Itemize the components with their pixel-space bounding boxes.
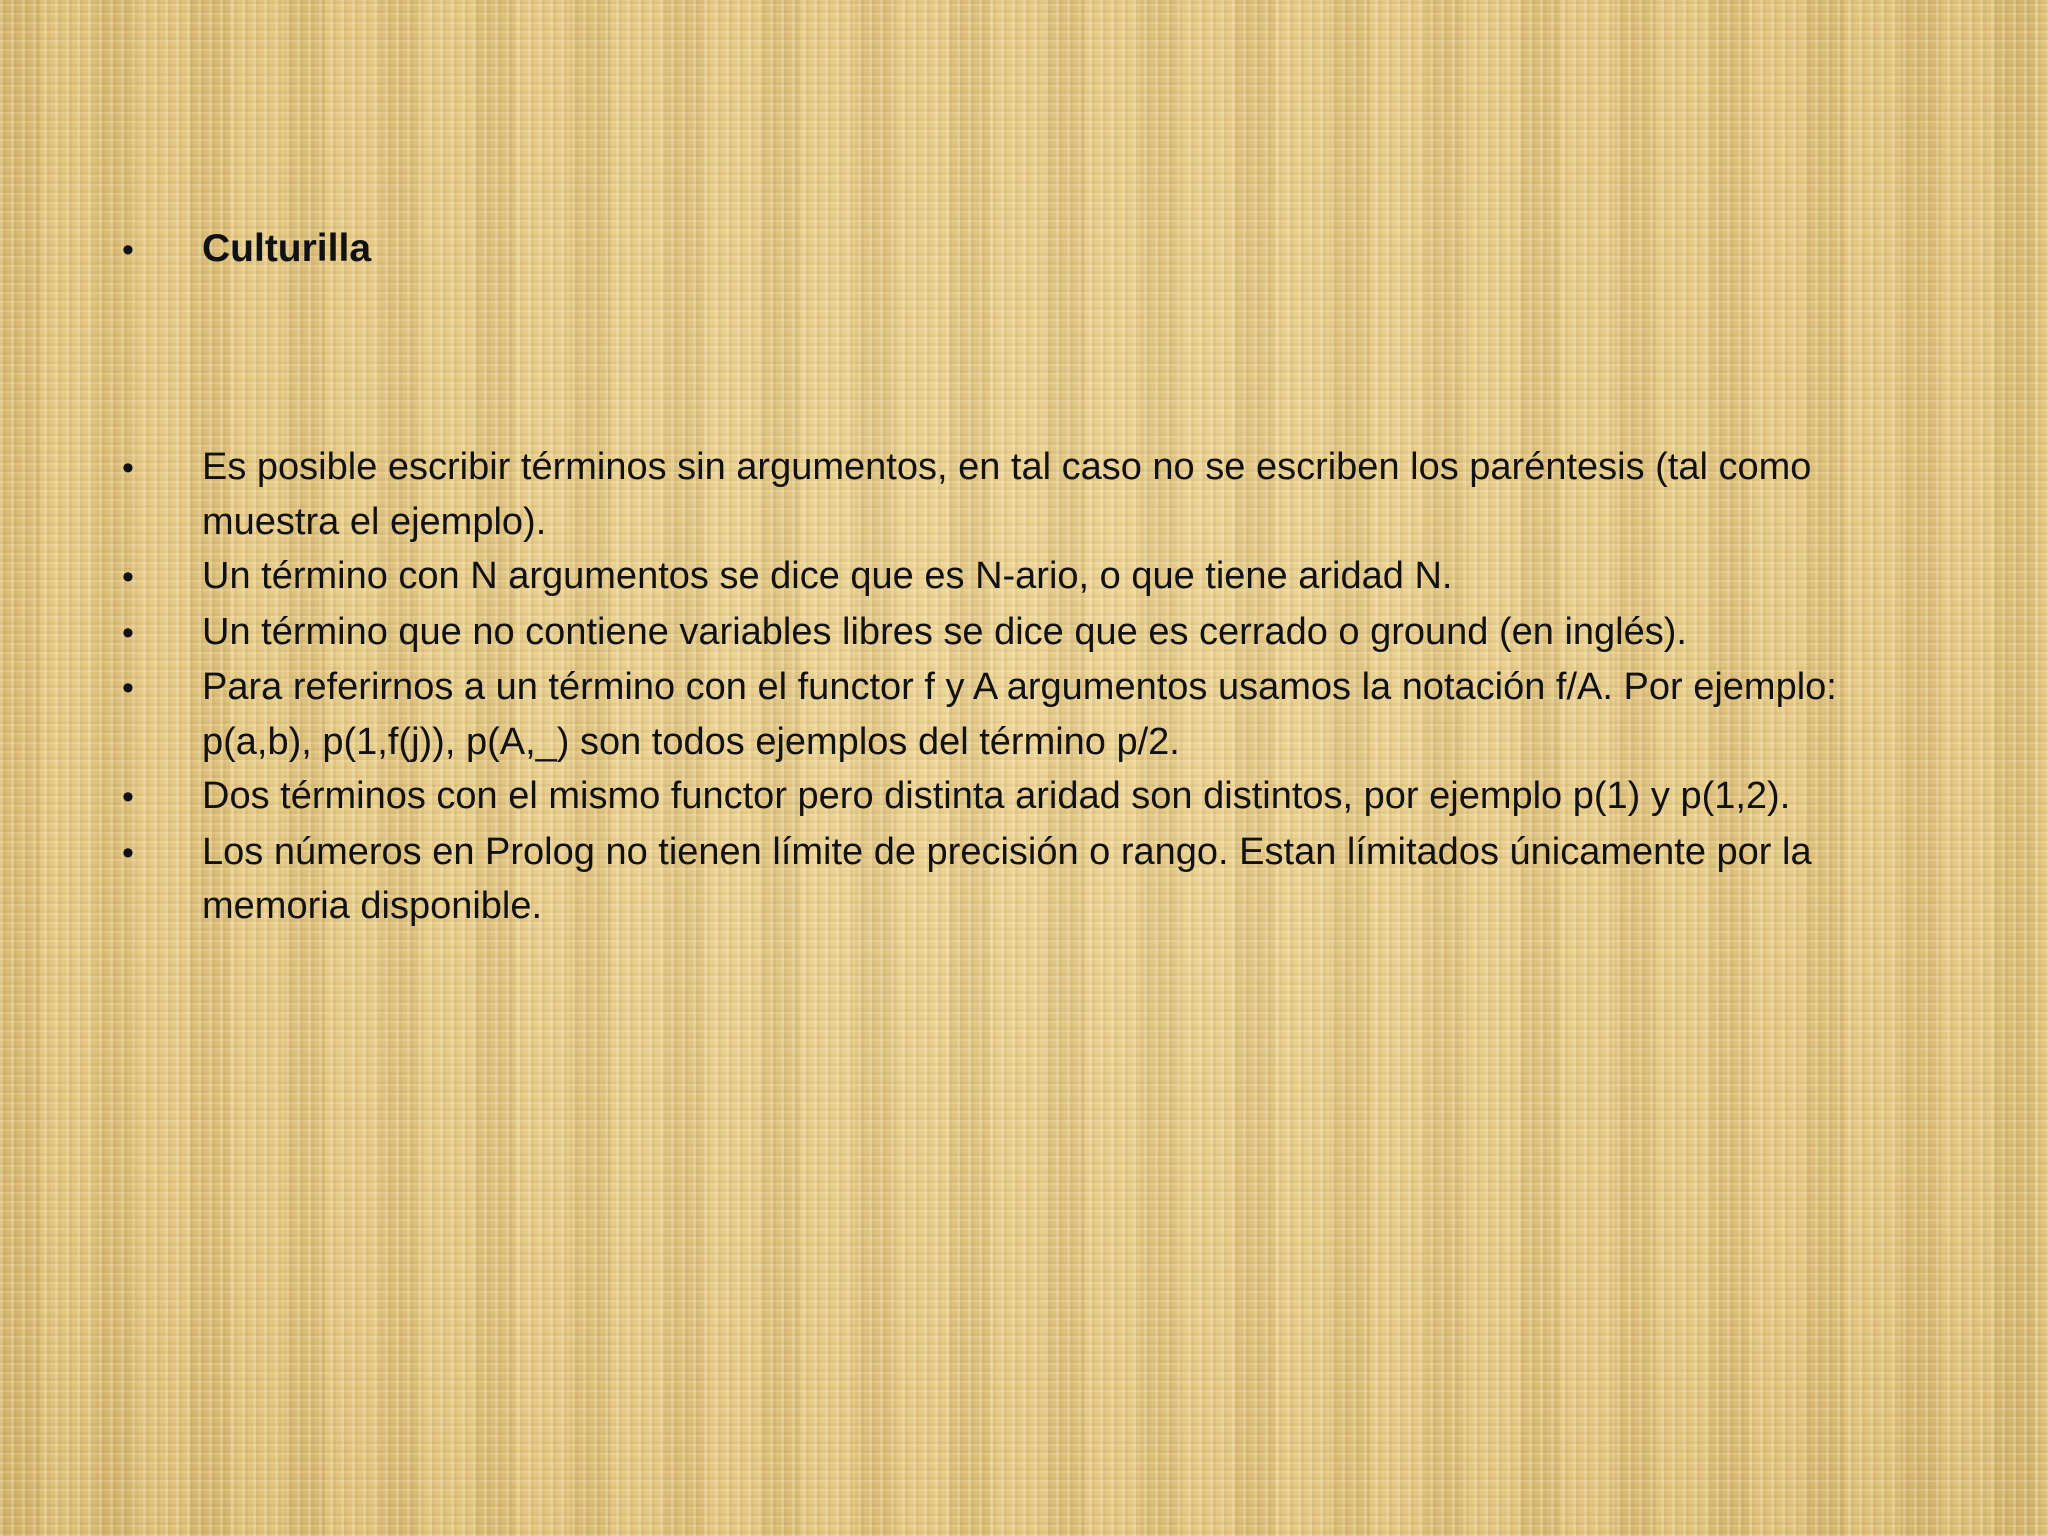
- list-item-text: Es posible escribir términos sin argumentos, en tal caso no se escriben los paréntesis (tal como muestra el ejemplo).: [202, 446, 1812, 543]
- bullet-marker: •: [122, 558, 134, 596]
- heading-row: [122, 221, 1842, 278]
- list-item-text: Dos términos con el mismo functor pero distinta aridad son distintos, por ejemplo p(1) y p(1,2).: [202, 775, 1791, 817]
- list-item: [122, 825, 1862, 934]
- list-item: [122, 440, 1862, 549]
- bullet-marker: •: [122, 449, 134, 487]
- list-item-text: Para referirnos a un término con el functor f y A argumentos usamos la notación f/A. Por ejemplo: p(a,b), p(1,f(j)), p(A,_) son todos ejemplos del término p/2.: [202, 666, 1837, 763]
- bullet-marker: •: [122, 231, 134, 269]
- list-item: [122, 769, 1862, 825]
- list-item-text: Los números en Prolog no tienen límite de precisión o rango. Estan límitados únicamente por la memoria disponible.: [202, 830, 1812, 927]
- list-item-text: Un término con N argumentos se dice que es N-ario, o que tiene aridad N.: [202, 555, 1453, 597]
- list-item: [122, 660, 1862, 769]
- bullet-marker: •: [122, 778, 134, 816]
- list-item-text: Un término que no contiene variables libres se dice que es cerrado o ground (en inglés).: [202, 610, 1687, 653]
- bullet-marker: •: [122, 613, 134, 652]
- bullet-marker: •: [122, 833, 134, 872]
- slide-heading: Culturilla: [202, 227, 372, 270]
- bullet-list: [122, 440, 1862, 934]
- list-item: [122, 549, 1862, 605]
- list-item: [122, 605, 1862, 661]
- bullet-marker: •: [122, 669, 134, 707]
